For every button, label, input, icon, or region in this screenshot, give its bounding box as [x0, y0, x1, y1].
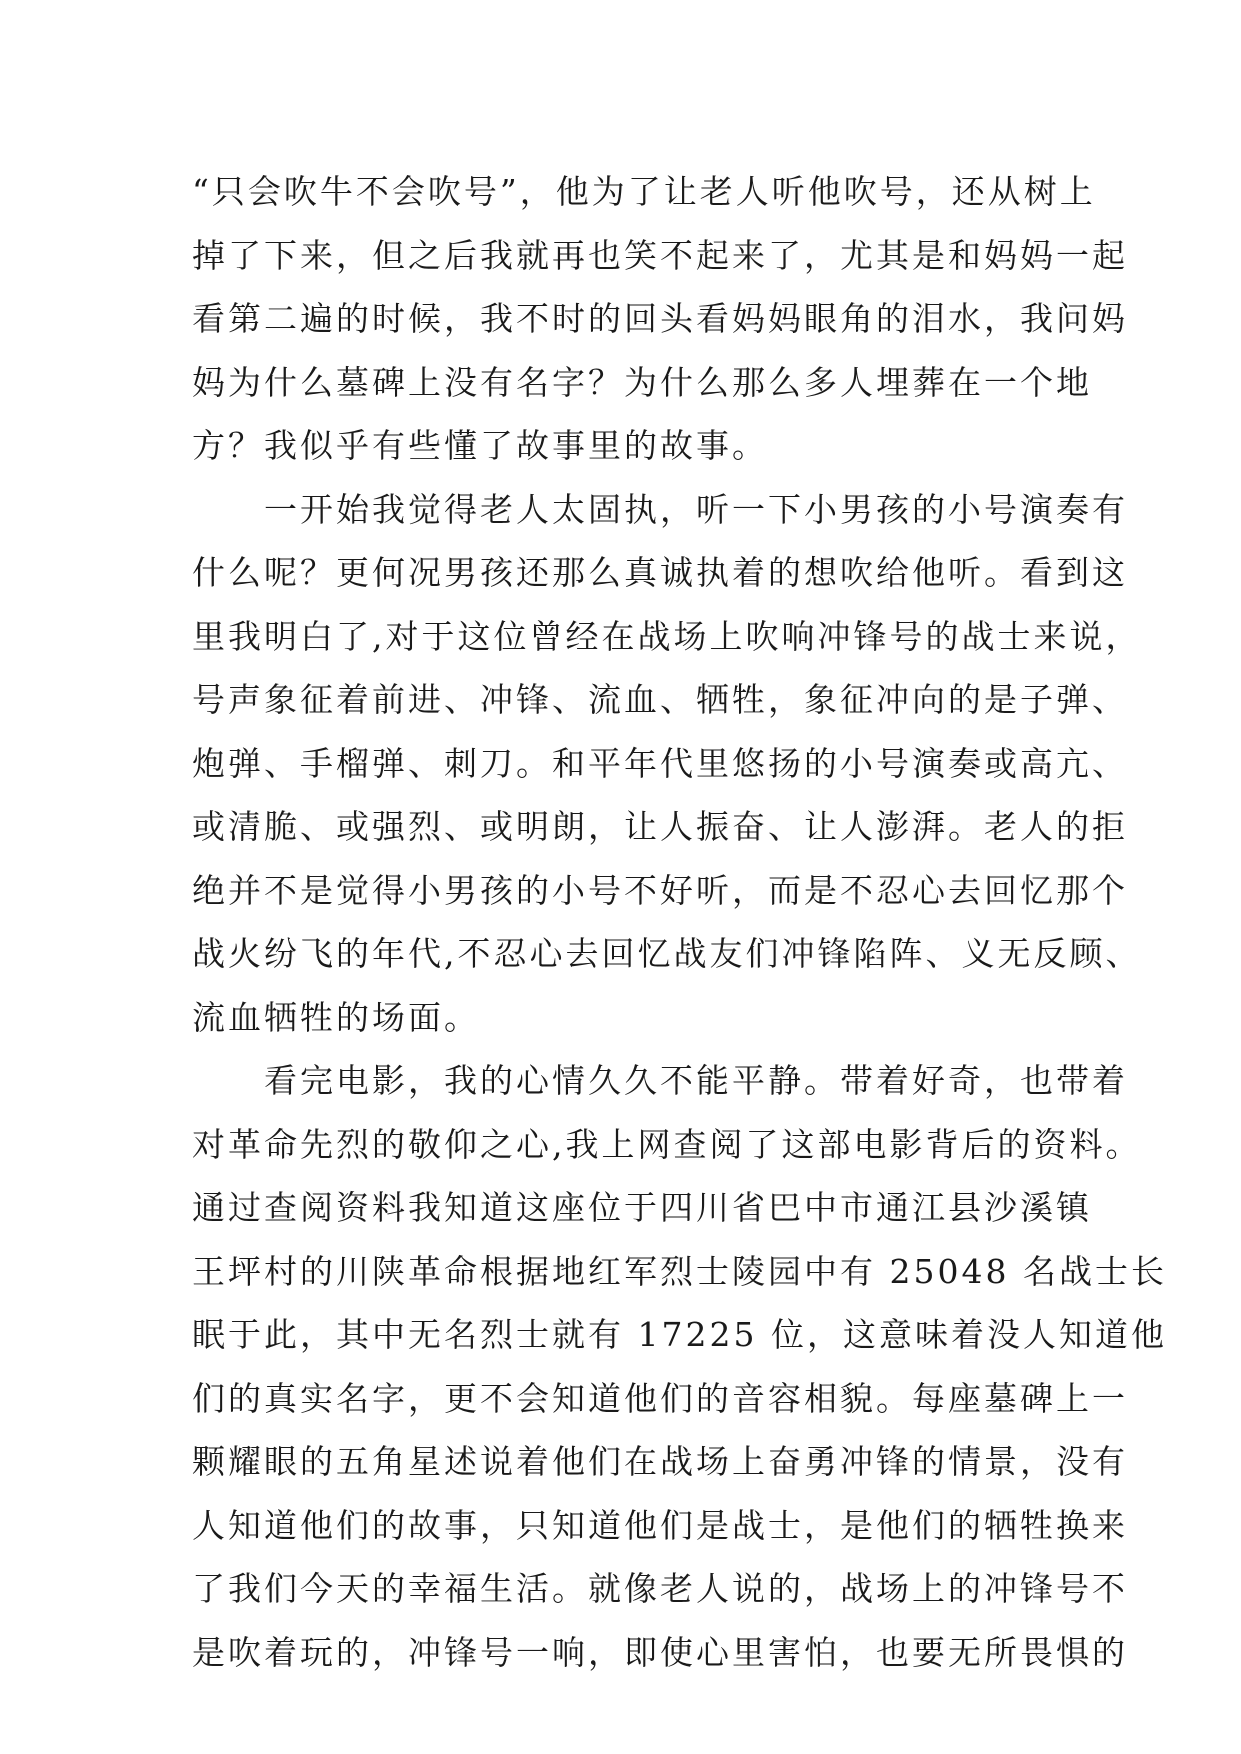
text-line: 掉了下来，但之后我就再也笑不起来了，尤其是和妈妈一起	[192, 235, 1128, 275]
text-line: 什么呢？更何况男孩还那么真诚执着的想吹给他听。看到这	[192, 553, 1128, 592]
text-line: 眠于此，其中无名烈士就有 17225 位，这意味着没人知道他	[192, 1315, 1167, 1354]
text-line: 妈为什么墓碑上没有名字？为什么那么多人埋葬在一个地	[192, 362, 1092, 402]
text-line: 号声象征着前进、冲锋、流血、牺牲，象征冲向的是子弹、	[192, 680, 1128, 719]
text-line: 颗耀眼的五角星述说着他们在战场上奋勇冲锋的情景，没有	[192, 1442, 1128, 1481]
text-line: 绝并不是觉得小男孩的小号不好听，而是不忍心去回忆那个	[192, 870, 1128, 910]
text-line: 里我明白了,对于这位曾经在战场上吹响冲锋号的战士来说，	[192, 616, 1142, 656]
text-line: 了我们今天的幸福生活。就像老人说的，战场上的冲锋号不	[192, 1569, 1128, 1608]
text-line: 看完电影，我的心情久久不能平静。带着好奇，也带着	[192, 1061, 1128, 1100]
text-line: 炮弹、手榴弹、刺刀。和平年代里悠扬的小号演奏或高亢、	[192, 743, 1128, 783]
text-line: 是吹着玩的，冲锋号一响，即使心里害怕，也要无所畏惧的	[192, 1632, 1128, 1672]
text-line: 方？我似乎有些懂了故事里的故事。	[192, 426, 768, 465]
text-line: 流血牺牲的场面。	[192, 997, 480, 1037]
text-line: 王坪村的川陕革命根据地红军烈士陵园中有 25048 名战士长	[192, 1251, 1167, 1291]
text-line: 一开始我觉得老人太固执，听一下小男孩的小号演奏有	[192, 489, 1128, 529]
text-line: 看第二遍的时候，我不时的回头看妈妈眼角的泪水，我问妈	[192, 299, 1128, 338]
text-line: 对革命先烈的敬仰之心,我上网查阅了这部电影背后的资料。	[192, 1124, 1142, 1164]
text-line: “只会吹牛不会吹号”，他为了让老人听他吹号，还从树上	[192, 172, 1096, 211]
text-line: 战火纷飞的年代,不忍心去回忆战友们冲锋陷阵、义无反顾、	[192, 934, 1142, 973]
text-line: 通过查阅资料我知道这座位于四川省巴中市通江县沙溪镇	[192, 1188, 1092, 1227]
text-line: 们的真实名字，更不会知道他们的音容相貌。每座墓碑上一	[192, 1378, 1128, 1418]
text-line: 或清脆、或强烈、或明朗，让人振奋、让人澎湃。老人的拒	[192, 807, 1128, 846]
body-text	[192, 160, 1167, 1684]
text-line: 人知道他们的故事，只知道他们是战士，是他们的牺牲换来	[192, 1505, 1128, 1545]
